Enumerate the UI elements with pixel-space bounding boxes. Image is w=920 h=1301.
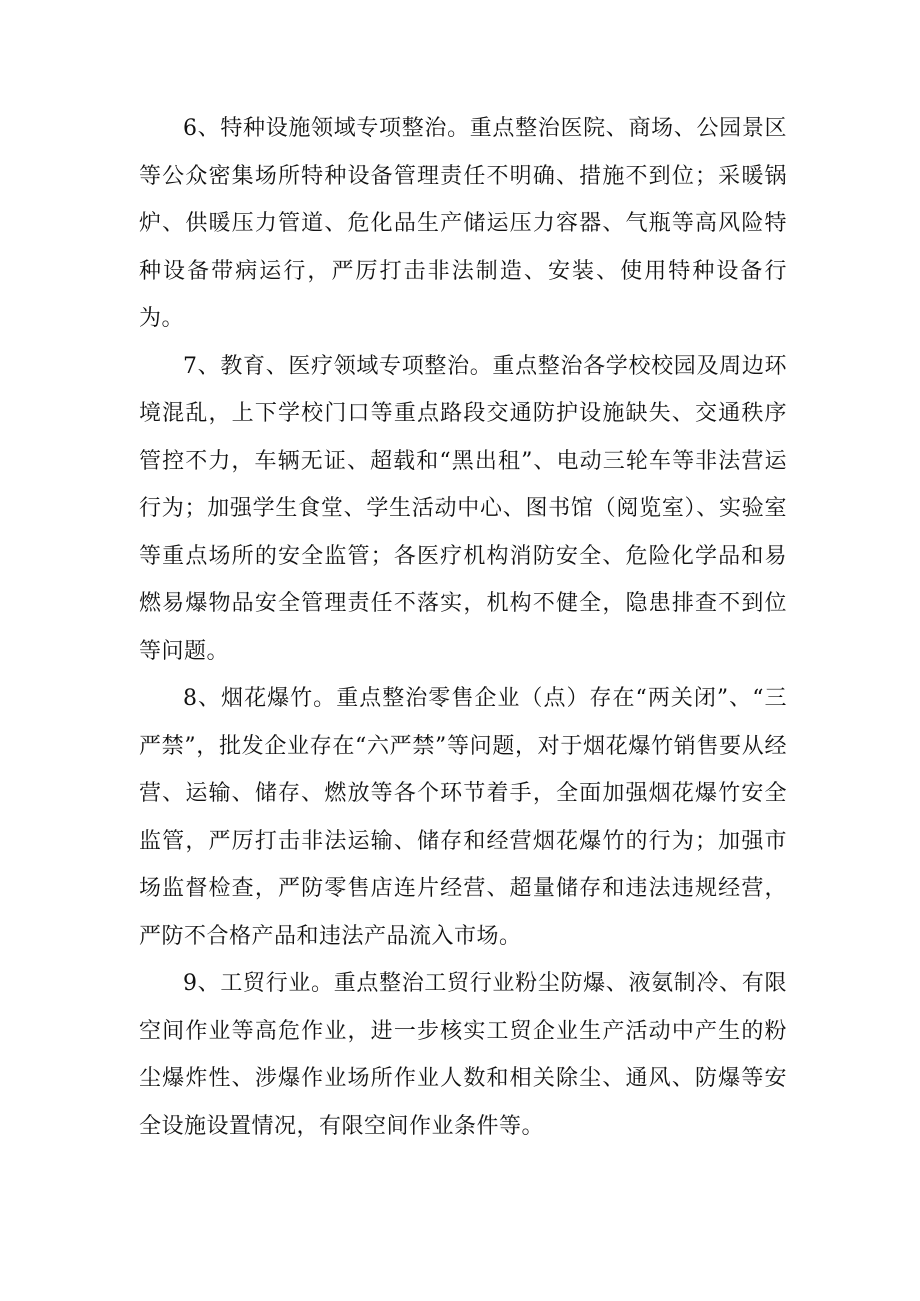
document-body	[139, 105, 787, 1150]
paragraph-item-8: 8、烟花爆竹。重点整治零售企业（点）存在“两关闭”、“三严禁”，批发企业存在“六严禁”等问题，对于烟花爆竹销售要从经营、运输、储存、燃放等各个环节着手，全面加强烟花爆竹安全监管，严厉打击非法运输、储存和经营烟花爆竹的行为；加强市场监督检查，严防零售店连片经营、超量储存和违法违规经营，严防不合格产品和违法产品流入市场。	[139, 686, 787, 949]
paragraph-item-6: 6、特种设施领域专项整治。重点整治医院、商场、公园景区等公众密集场所特种设备管理责任不明确、措施不到位；采暖锅炉、供暖压力管道、危化品生产储运压力容器、气瓶等高风险特种设备带病运行，严厉打击非法制造、安装、使用特种设备行为。	[139, 116, 787, 331]
paragraph-item-9: 9、工贸行业。重点整治工贸行业粉尘防爆、液氨制冷、有限空间作业等高危作业，进一步核实工贸企业生产活动中产生的粉尘爆炸性、涉爆作业场所作业人数和相关除尘、通风、防爆等安全设施设置情况，有限空间作业条件等。	[139, 971, 787, 1139]
paragraph-item-7: 7、教育、医疗领域专项整治。重点整治各学校校园及周边环境混乱，上下学校门口等重点路段交通防护设施缺失、交通秩序管控不力，车辆无证、超载和“黑出租”、电动三轮车等非法营运行为；加强学生食堂、学生活动中心、图书馆（阅览室）、实验室等重点场所的安全监管；各医疗机构消防安全、危险化学品和易燃易爆物品安全管理责任不落实，机构不健全，隐患排查不到位等问题。	[139, 353, 787, 664]
